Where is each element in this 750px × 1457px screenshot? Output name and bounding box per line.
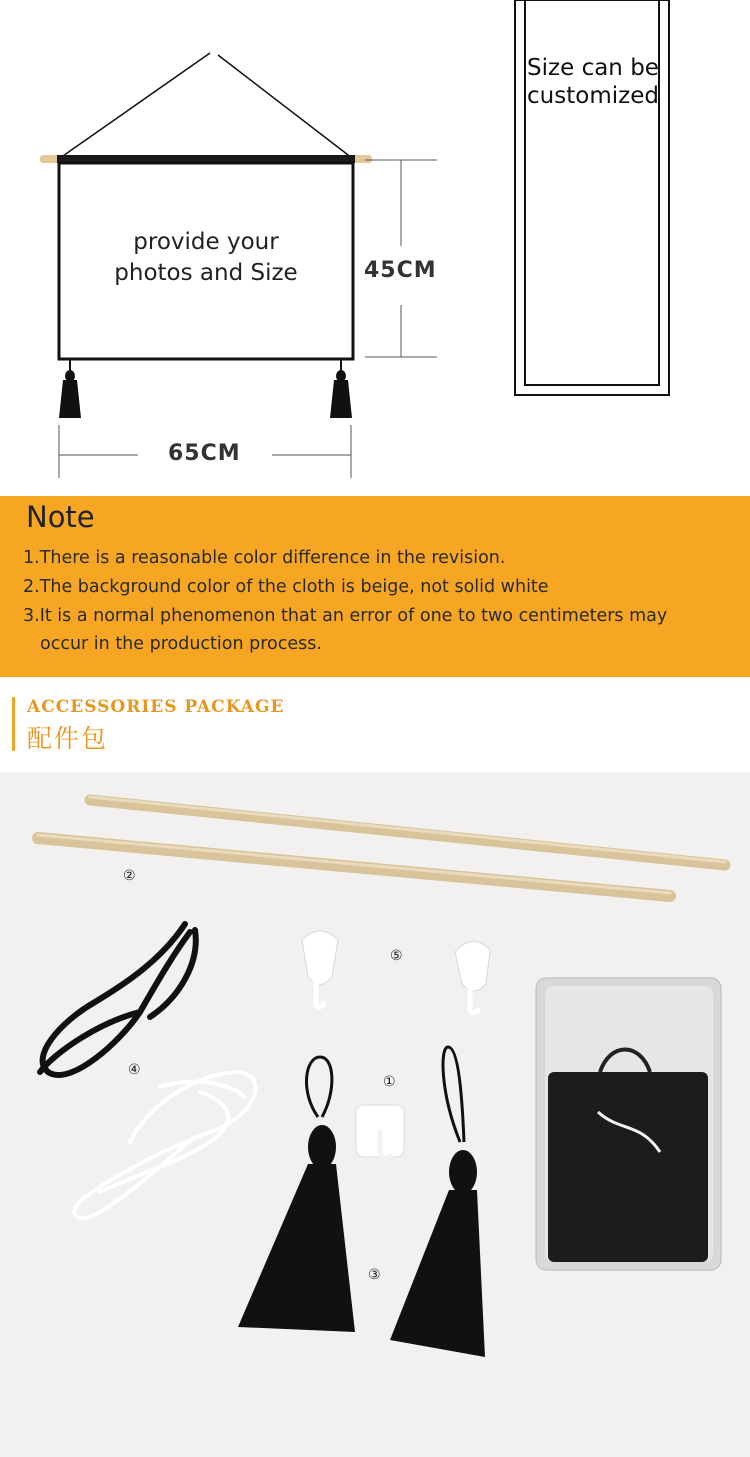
accessories-illustration [0, 772, 750, 1457]
label-adhesive-hook: ① [383, 1074, 396, 1090]
note-item-3-continued: occur in the production process. [40, 634, 322, 654]
note-item-2: 2.The background color of the cloth is beige, not solid white [23, 577, 549, 597]
width-label: 65CM [168, 441, 241, 466]
zip-bag [536, 978, 721, 1270]
label-cords: ④ [128, 1062, 141, 1078]
hanging-string-left [60, 53, 210, 158]
white-cord [74, 1072, 255, 1218]
accessories-accent-bar [12, 697, 15, 751]
height-label: 45CM [364, 258, 437, 283]
note-title: Note [26, 500, 95, 534]
hook-left [302, 931, 338, 1007]
accessories-photo [0, 772, 750, 1457]
custom-size-note [520, 54, 666, 110]
label-tassels: ③ [368, 1267, 381, 1283]
note-item-1: 1.There is a reasonable color difference in the revision. [23, 548, 506, 568]
banner-caption-line1: provide your [133, 229, 279, 255]
tassel-photo-left [238, 1057, 355, 1332]
adhesive-hook [356, 1105, 404, 1159]
label-wooden-rods: ② [123, 868, 136, 884]
banner-caption-line2: photos and Size [114, 260, 298, 286]
accessories-title: ACCESSORIES PACKAGE [27, 697, 285, 717]
note-panel [0, 496, 750, 677]
hanging-string-right [218, 55, 352, 158]
tassel-photo-right [390, 1047, 485, 1357]
banner-size-diagram [0, 0, 750, 495]
banner-caption [80, 227, 332, 289]
hook-right [455, 941, 490, 1013]
tassel-left [59, 359, 81, 418]
accessories-title-cn: 配件包 [27, 724, 109, 753]
black-cord [40, 924, 196, 1075]
label-hooks: ⑤ [390, 948, 403, 964]
custom-size-line2: customized [527, 83, 659, 109]
note-item-3: 3.It is a normal phenomenon that an error of one to two centimeters may [23, 606, 668, 626]
custom-size-line1: Size can be [527, 55, 659, 81]
tassel-right [330, 359, 352, 418]
